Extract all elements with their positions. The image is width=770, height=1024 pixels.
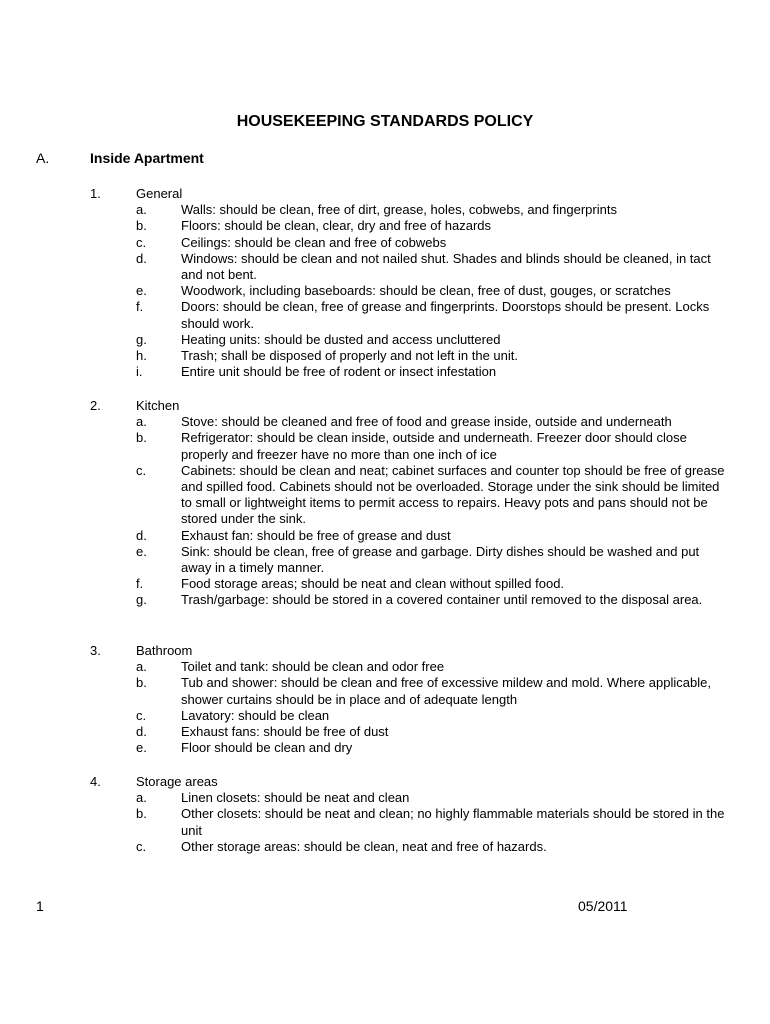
list-item <box>0 839 770 855</box>
item-text: Food storage areas; should be neat and clean without spilled food. <box>181 576 565 592</box>
list-item <box>0 364 770 380</box>
item-text: Trash; shall be disposed of properly and not left in the unit. <box>181 348 518 364</box>
item-text: Exhaust fans: should be free of dust <box>181 724 389 739</box>
item-text: Entire unit should be free of rodent or insect infestation <box>181 364 497 380</box>
item-text: Cabinets: should be clean and neat; cabinet surfaces and counter top should be free of grease and spilled food. Cabinets should not be overloaded. Storage under the sink should be limited to small or lightweight items to permit access to repairs. Heavy pots and pans should not be stored under the sink. <box>181 462 725 527</box>
item-text: Sink: should be clean, free of grease and garbage. Dirty dishes should be washed and put away in a timely manner. <box>181 543 700 576</box>
item-letter: e. <box>136 283 147 299</box>
item-letter: f. <box>136 576 144 592</box>
list-item <box>0 251 770 283</box>
item-letter: d. <box>136 527 147 543</box>
item-letter: b. <box>136 806 147 822</box>
item-letter: e. <box>136 740 147 756</box>
list-item <box>0 299 770 331</box>
item-text: Doors: should be clean, free of grease and fingerprints. Doorstops should be present. Locks should work. <box>181 299 710 331</box>
group-number: 2. <box>90 398 101 413</box>
list-item <box>0 576 770 592</box>
item-letter: c. <box>136 707 147 723</box>
item-text: Heating units: should be dusted and access uncluttered <box>181 331 501 347</box>
item-text: Exhaust fan: should be free of grease and dust <box>181 527 451 543</box>
item-text: Windows: should be clean and not nailed shut. Shades and blinds should be cleaned, in tact and not bent. <box>181 250 711 282</box>
revision-date: 05/2011 <box>578 898 628 914</box>
item-letter: a. <box>136 790 147 806</box>
list-item <box>0 724 770 740</box>
section-title: Inside Apartment <box>90 150 204 166</box>
section-letter: A. <box>36 150 50 166</box>
item-text: Tub and shower: should be clean and free of excessive mildew and mold. Where applicable, shower curtains should be in place and of adequate length <box>181 675 711 707</box>
list-item <box>0 740 770 756</box>
item-letter: a. <box>136 659 147 675</box>
item-letter: b. <box>136 430 147 446</box>
item-letter: b. <box>136 675 147 691</box>
list-item <box>0 806 770 838</box>
list-item <box>0 659 770 675</box>
item-letter: a. <box>136 414 147 430</box>
group-heading: Storage areas <box>136 774 218 789</box>
group-number: 4. <box>90 774 101 789</box>
item-letter: a. <box>136 202 147 218</box>
group-heading: Bathroom <box>136 643 193 658</box>
group-heading: Kitchen <box>136 398 180 413</box>
list-item <box>0 235 770 251</box>
item-letter: c. <box>136 838 147 854</box>
list-item <box>0 348 770 364</box>
page-number: 1 <box>36 898 44 914</box>
list-item <box>0 675 770 707</box>
item-text: Floor should be clean and dry <box>181 740 353 756</box>
item-letter: g. <box>136 331 147 347</box>
group-heading: General <box>136 186 183 201</box>
list-item <box>0 528 770 544</box>
item-text: Toilet and tank: should be clean and odor free <box>181 659 445 675</box>
group-number: 3. <box>90 643 101 658</box>
item-letter: e. <box>136 543 147 559</box>
item-letter: d. <box>136 250 147 266</box>
item-letter: h. <box>136 348 147 364</box>
list-item <box>0 283 770 299</box>
item-text: Other closets: should be neat and clean; no highly flammable materials should be stored in the unit <box>181 806 725 838</box>
item-letter: b. <box>136 218 147 234</box>
list-item <box>0 430 770 462</box>
item-text: Ceilings: should be clean and free of cobwebs <box>181 234 447 250</box>
item-letter: f. <box>136 299 144 315</box>
item-text: Refrigerator: should be clean inside, outside and underneath. Freezer door should close properly and freezer have no more than one inch of ice <box>181 430 687 462</box>
group-number: 1. <box>90 186 101 201</box>
item-text: Lavatory: should be clean <box>181 707 330 723</box>
list-item <box>0 414 770 430</box>
item-text: Floors: should be clean, clear, dry and free of hazards <box>181 218 492 234</box>
list-item <box>0 332 770 348</box>
list-item <box>0 708 770 724</box>
item-letter: i. <box>136 364 143 380</box>
item-letter: c. <box>136 234 147 250</box>
list-item <box>0 202 770 218</box>
list-item <box>0 544 770 576</box>
item-letter: d. <box>136 724 147 739</box>
item-letter: g. <box>136 592 147 608</box>
list-item <box>0 790 770 806</box>
item-text: Other storage areas: should be clean, neat and free of hazards. <box>181 838 547 854</box>
list-item <box>0 463 770 528</box>
item-text: Woodwork, including baseboards: should be clean, free of dust, gouges, or scratches <box>181 283 671 299</box>
item-text: Linen closets: should be neat and clean <box>181 790 410 806</box>
item-text: Trash/garbage: should be stored in a covered container until removed to the disposal area. <box>181 592 703 608</box>
item-text: Stove: should be cleaned and free of food and grease inside, outside and underneath <box>181 414 672 430</box>
list-item <box>0 218 770 234</box>
document-title: HOUSEKEEPING STANDARDS POLICY <box>236 113 534 130</box>
item-letter: c. <box>136 462 147 478</box>
item-text: Walls: should be clean, free of dirt, grease, holes, cobwebs, and fingerprints <box>181 202 617 218</box>
list-item <box>0 592 770 608</box>
